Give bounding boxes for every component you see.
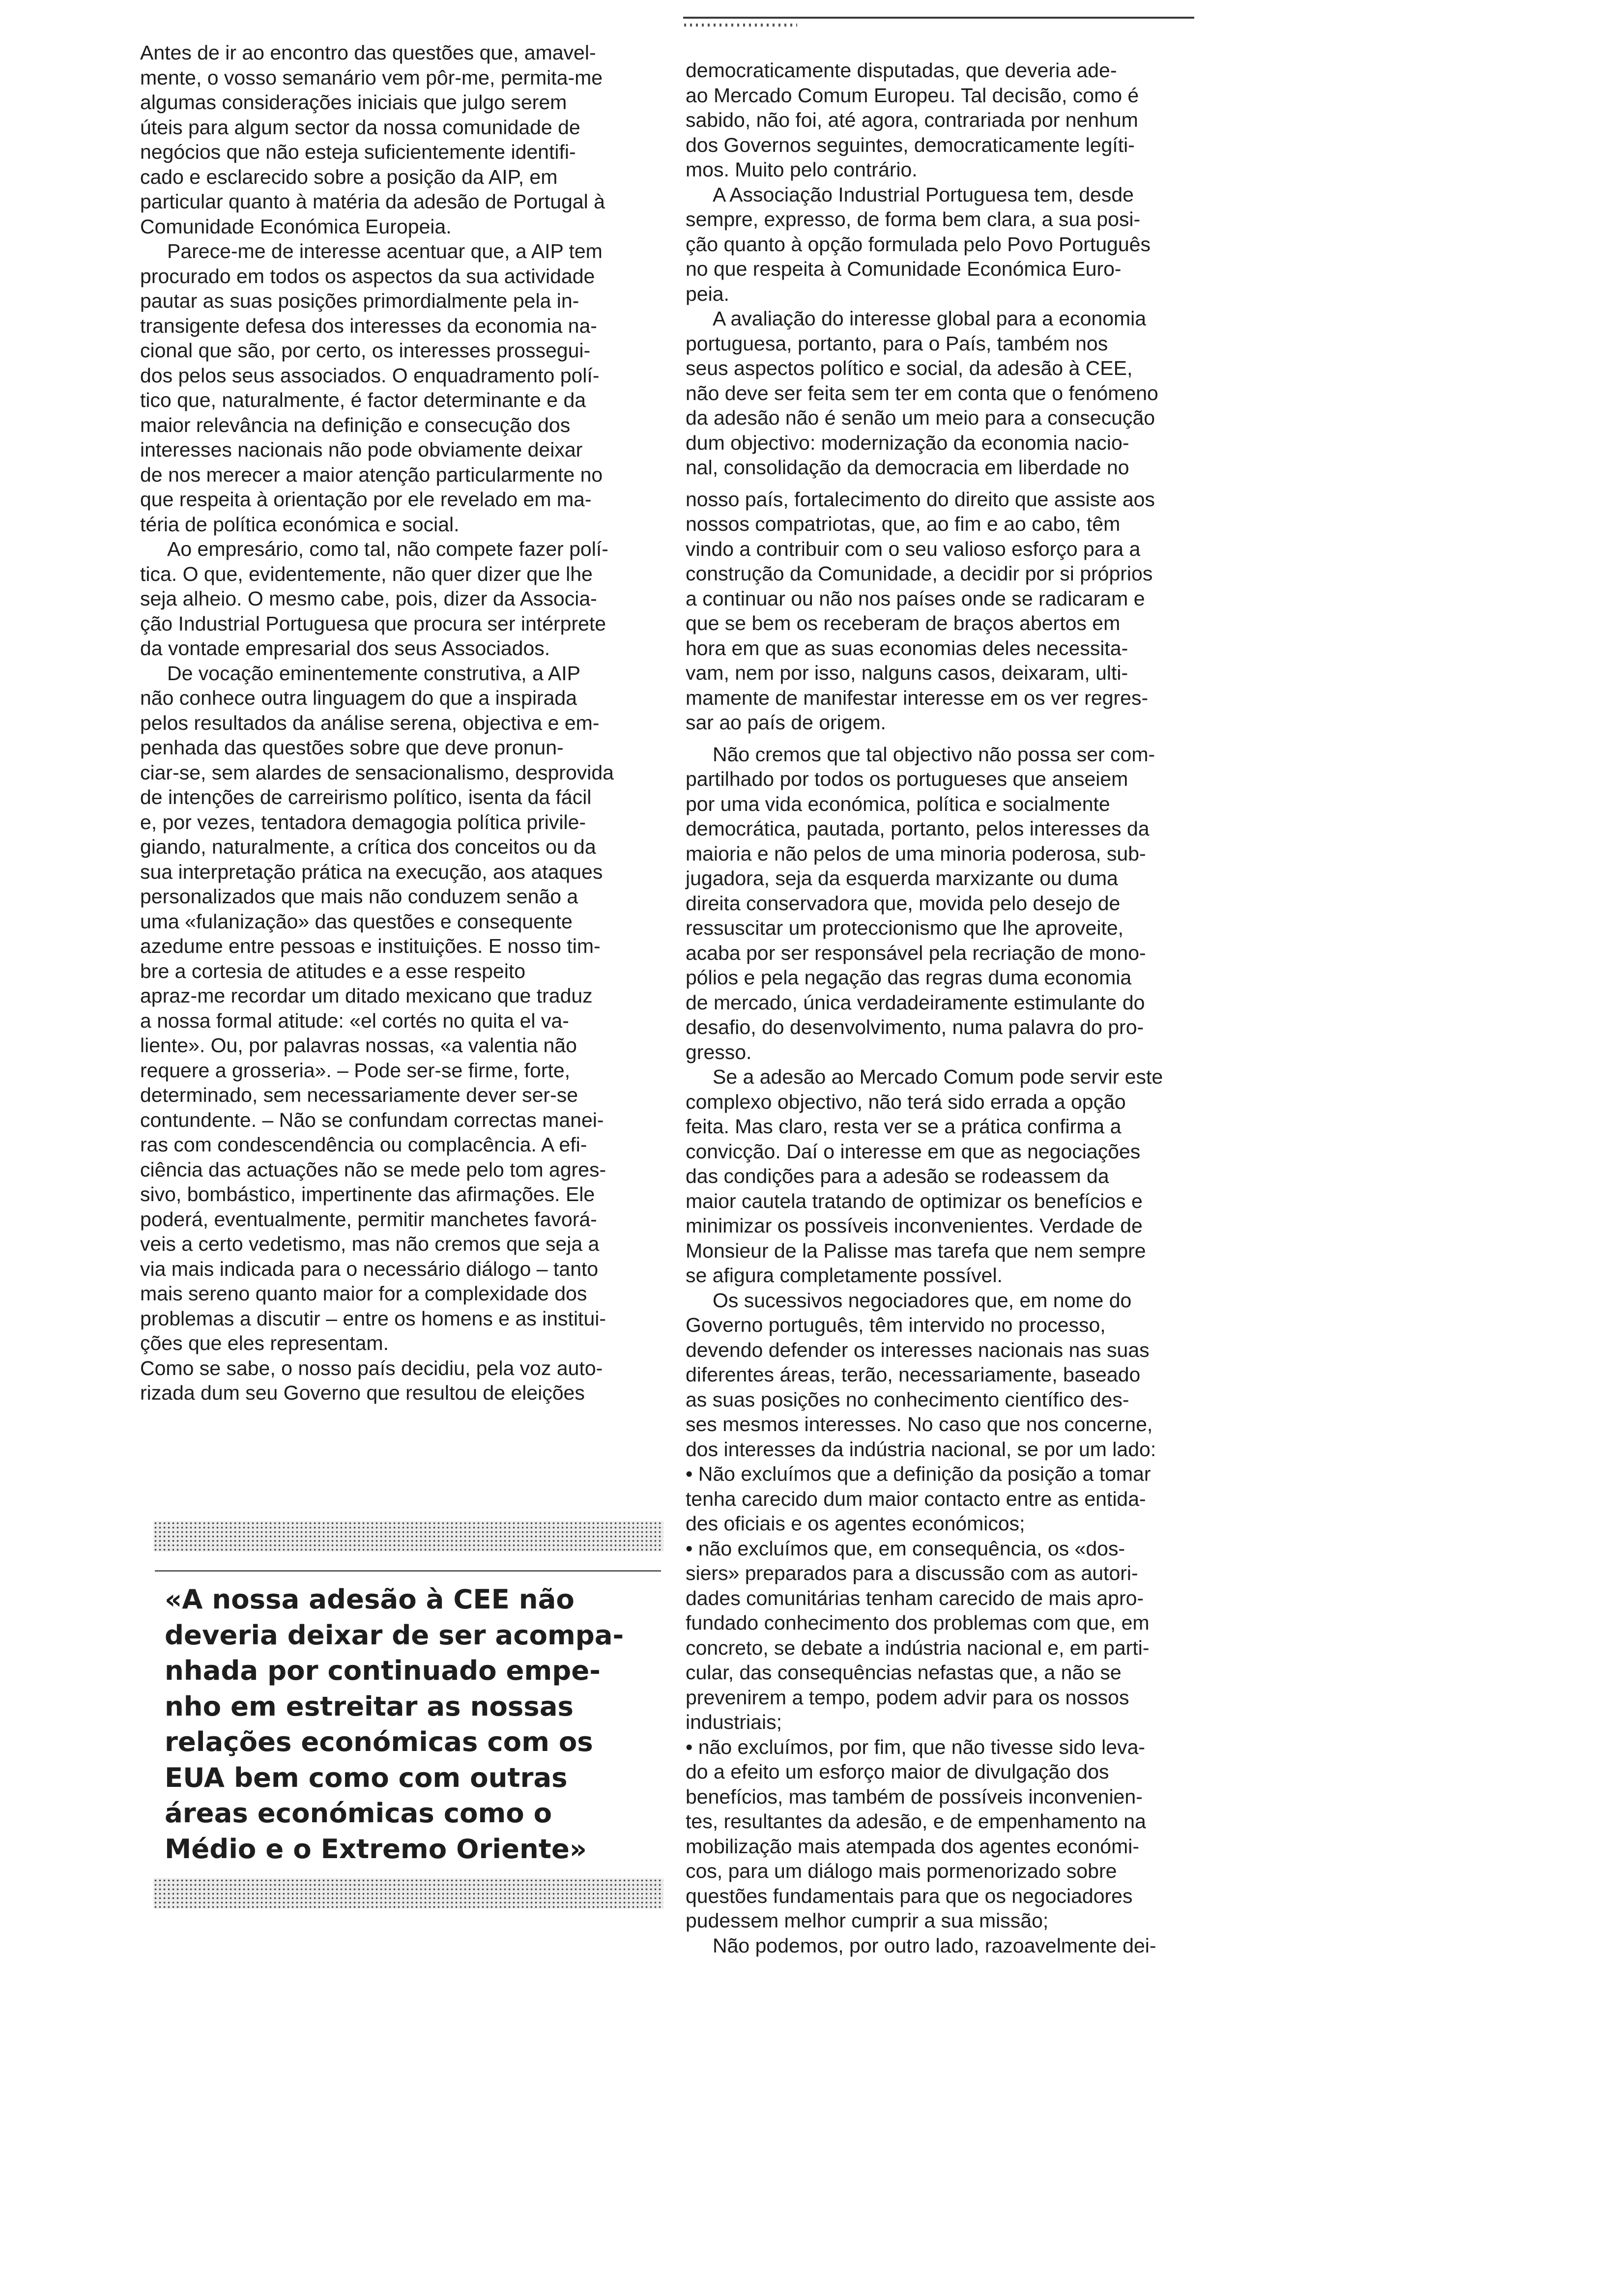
text-line: negócios que não esteja suficientemente identifi- [140,141,576,163]
pull-quote-line: nhada por continuado empe- [165,1655,601,1686]
text-line: Governo português, têm intervido no processo, [686,1314,1106,1336]
text-line: uma «fulanização» das questões e consequente [140,910,573,933]
text-line: não conhece outra linguagem do que a inspirada [140,687,577,709]
text-line: acaba por ser responsável pela recriação de mono- [686,941,1146,964]
text-line: da vontade empresarial dos seus Associados. [140,637,550,660]
text-line: ses mesmos interesses. No caso que nos concerne, [686,1413,1153,1435]
text-line: giando, naturalmente, a crítica dos conceitos ou da [140,835,596,858]
text-line: seja alheio. O mesmo cabe, pois, dizer da Associa- [140,587,597,610]
text-line: Parece-me de interesse acentuar que, a AIP tem [167,240,603,262]
right-column [686,58,1241,1958]
text-line: se afigura completamente possível. [686,1264,1003,1287]
text-line: ras com condescendência ou complacência. A efi- [140,1133,587,1156]
text-line: dos Governos seguintes, democraticamente legíti- [686,133,1135,156]
pull-quote-line: deveria deixar de ser acompa- [165,1619,624,1651]
text-line: Como se sabe, o nosso país decidiu, pela voz auto- [140,1356,603,1379]
text-line: tenha carecido dum maior contacto entre as entida- [686,1487,1146,1510]
text-line: particular quanto à matéria da adesão de Portugal à [140,190,605,213]
text-line: de mercado, única verdadeiramente estimulante do [686,991,1145,1014]
text-line: nossos compatriotas, que, ao fim e ao cabo, têm [686,513,1121,535]
text-line: ções que eles representam. [140,1332,389,1354]
text-line: penhada das questões sobre que deve pronun- [140,736,564,759]
pull-quote-line: «A nossa adesão à CEE não [165,1583,575,1615]
text-line: dades comunitárias tenham carecido de mais apro- [686,1586,1144,1609]
text-line: minimizar os possíveis inconvenientes. Verdade de [686,1214,1143,1237]
pull-quote [165,1581,661,1866]
pull-quote-line: áreas económicas como o [165,1797,552,1829]
text-line: Ao empresário, como tal, não compete fazer polí- [167,538,608,560]
text-line: benefícios, mas também de possíveis inconvenien- [686,1785,1143,1808]
text-line: democraticamente disputadas, que deveria ade- [686,59,1117,82]
text-line: sivo, bombástico, impertinente das afirmações. Ele [140,1183,595,1205]
text-line: procurado em todos os aspectos da sua actividade [140,264,595,287]
text-line: apraz-me recordar um ditado mexicano que traduz [140,984,593,1007]
text-line: devendo defender os interesses nacionais nas suas [686,1338,1150,1361]
text-line: direita conservadora que, movida pelo desejo de [686,891,1121,915]
text-line: por uma vida económica, política e socialmente [686,792,1110,815]
text-line: ção Industrial Portuguesa que procura ser intérprete [140,612,606,635]
text-line: diferentes áreas, terão, necessariamente, baseado [686,1363,1141,1386]
text-line: via mais indicada para o necessário diálogo – tanto [140,1257,599,1280]
text-line: ção quanto à opção formulada pelo Povo Português [686,232,1151,256]
text-line: rizada dum seu Governo que resultou de eleições [140,1381,585,1404]
text-line: determinado, sem necessariamente dever ser-se [140,1084,578,1106]
text-line: a nossa formal atitude: «el cortés no quita el va- [140,1009,569,1032]
text-line: poderá, eventualmente, permitir manchetes favorá- [140,1207,597,1231]
text-line: interesses nacionais não pode obviamente deixar [140,438,583,461]
pull-quote-line: EUA bem como com outras [165,1761,568,1793]
text-line: pelos resultados da análise serena, objectiva e em- [140,711,600,734]
text-line: cado e esclarecido sobre a posição da AIP, em [140,165,558,188]
text-line: Se a adesão ao Mercado Comum pode servir este [713,1065,1163,1088]
text-line: pudessem melhor cumprir a sua missão; [686,1909,1049,1932]
text-line: vindo a contribuir com o seu valioso esforço para a [686,537,1141,560]
text-line: mente, o vosso semanário vem pôr-me, permita-me [140,66,603,89]
text-line: azedume entre pessoas e instituições. E nosso tim- [140,935,601,957]
pull-quote-line: Médio e o Extremo Oriente» [165,1833,587,1865]
text-line: veis a certo vedetismo, mas não cremos que seja a [140,1233,600,1255]
text-line: hora em que as suas economias deles necessita- [686,636,1128,660]
text-line: nal, consolidação da democracia em liberdade no [686,456,1129,479]
text-line: mobilização mais atempada dos agentes económi- [686,1835,1140,1858]
text-line: cos, para um diálogo mais pormenorizado sobre [686,1860,1117,1882]
text-line: Antes de ir ao encontro das questões que, amavel- [140,41,596,64]
text-line: transigente defesa dos interesses da economia na- [140,314,597,337]
text-line: bre a cortesia de atitudes e a esse respeito [140,959,526,982]
text-line: gresso. [686,1040,752,1063]
text-line: e, por vezes, tentadora demagogia política privile- [140,810,586,833]
pull-quote-rule [155,1570,661,1572]
text-line: sua interpretação prática na execução, aos ataques [140,860,603,883]
text-line: do a efeito um esforço maior de divulgação dos [686,1760,1109,1783]
text-line: sempre, expresso, de forma bem clara, a sua posi- [686,208,1141,230]
text-line: ao Mercado Comum Europeu. Tal decisão, como é [686,84,1139,107]
text-line: portuguesa, portanto, para o País, também nos [686,332,1108,355]
left-column [140,40,661,1406]
text-line: de intenções de carreirismo político, isenta da fácil [140,786,592,808]
text-line: pólios e pela negação das regras duma economia [686,966,1132,989]
text-line: téria de política económica e social. [140,513,460,536]
text-line: Os sucessivos negociadores que, em nome do [713,1289,1132,1312]
text-line: tes, resultantes da adesão, e de empenhamento na [686,1810,1146,1833]
text-line: Monsieur de la Palisse mas tarefa que nem sempre [686,1239,1146,1262]
text-line: mos. Muito pelo contrário. [686,158,918,181]
text-line: no que respeita à Comunidade Económica Euro- [686,258,1122,280]
halftone-band [153,1878,663,1909]
text-line: não deve ser feita sem ter em conta que o fenómeno [686,381,1158,404]
text-line: democrática, pautada, portanto, pelos interesses da [686,817,1150,840]
text-line: ciência das actuações não se mede pelo tom agres- [140,1158,606,1181]
bullet-item: • não excluímos que, em consequência, os «dos- [686,1537,1125,1560]
text-line: sar ao país de origem. [686,711,886,734]
text-line: construção da Comunidade, a decidir por si próprios [686,562,1153,585]
text-line: vam, nem por isso, nalguns casos, deixaram, ulti- [686,661,1128,684]
text-line: peia. [686,282,729,305]
text-line: maior relevância na definição e consecução dos [140,413,571,436]
text-line: De vocação eminentemente construtiva, a AIP [167,661,580,685]
text-line: industriais; [686,1711,782,1733]
text-line: concreto, se debate a indústria nacional e, em parti- [686,1636,1150,1659]
halftone-band [153,1521,663,1551]
text-line: feita. Mas claro, resta ver se a prática confirma a [686,1115,1122,1138]
text-line: requere a grosseria». – Pode ser-se firme, forte, [140,1059,571,1082]
text-line: ciar-se, sem alardes de sensacionalismo, desprovida [140,761,614,784]
text-line: mais sereno quanto maior for a complexidade dos [140,1282,587,1305]
text-line: dos interesses da indústria nacional, se por um lado: [686,1437,1156,1461]
text-line: convicção. Daí o interesse em que as negociações [686,1140,1141,1163]
top-dotted-rule [684,24,797,27]
text-line: personalizados que mais não conduzem senão a [140,885,578,908]
text-line: nosso país, fortalecimento do direito que assiste aos [686,488,1155,511]
top-rule [683,17,1194,19]
pull-quote-line: relações económicas com os [165,1726,593,1757]
text-line: seus aspectos político e social, da adesão à CEE, [686,357,1133,379]
text-line: de nos merecer a maior atenção particularmente no [140,463,603,486]
text-line: partilhado por todos os portugueses que anseiem [686,768,1128,790]
text-line: das condições para a adesão se rodeassem da [686,1165,1109,1187]
text-line: complexo objectivo, não terá sido errada a opção [686,1090,1126,1113]
text-line: A avaliação do interesse global para a economia [713,307,1147,330]
text-line: jugadora, seja da esquerda marxizante ou duma [686,867,1118,890]
text-line: liente». Ou, por palavras nossas, «a valentia não [140,1034,577,1057]
text-line: problemas a discutir – entre os homens e as institui- [140,1307,606,1330]
text-line: contundente. – Não se confundam correctas manei- [140,1108,604,1131]
text-line: cular, das consequências nefastas que, a não se [686,1661,1122,1684]
pull-quote-line: nho em estreitar as nossas [165,1690,574,1722]
text-line: Não cremos que tal objectivo não possa ser com- [713,743,1155,766]
text-line: fundado conhecimento dos problemas com que, em [686,1611,1150,1634]
text-line: tico que, naturalmente, é factor determinante e da [140,389,586,411]
text-line: as suas posições no conhecimento científico des- [686,1388,1129,1411]
bullet-item: • Não excluímos que a definição da posição a tomar [686,1463,1151,1485]
text-line: que se bem os receberam de braços abertos em [686,612,1121,634]
text-line: a continuar ou não nos países onde se radicaram e [686,587,1145,610]
bullet-item: • não excluímos, por fim, que não tivesse sido leva- [686,1735,1146,1758]
text-line: Não podemos, por outro lado, razoavelmente dei- [713,1934,1156,1957]
text-line: prevenirem a tempo, podem advir para os nossos [686,1686,1129,1709]
text-line: ressuscitar um proteccionismo que lhe aproveite, [686,917,1124,939]
text-line: dum objectivo: modernização da economia nacio- [686,431,1129,454]
text-line: maior cautela tratando de optimizar os benefícios e [686,1189,1143,1212]
text-line: mamente de manifestar interesse em os ver regres- [686,686,1149,709]
text-line: maioria e não pelos de uma minoria poderosa, sub- [686,842,1146,865]
text-line: algumas considerações iniciais que julgo serem [140,91,567,114]
text-line: siers» preparados para a discussão com as autori- [686,1562,1138,1584]
text-line: da adesão não é senão um meio para a consecução [686,406,1155,429]
text-line: úteis para algum sector da nossa comunidade de [140,115,580,139]
text-line: questões fundamentais para que os negociadores [686,1884,1133,1907]
text-line: pautar as suas posições primordialmente pela in- [140,289,579,312]
text-line: sabido, não foi, até agora, contrariada por nenhum [686,109,1138,131]
text-line: des oficiais e os agentes económicos; [686,1512,1025,1535]
text-line: dos pelos seus associados. O enquadramento polí- [140,364,600,387]
text-line: tica. O que, evidentemente, não quer dizer que lhe [140,562,593,585]
text-line: que respeita à orientação por ele revelado em ma- [140,488,592,511]
text-line: Comunidade Económica Europeia. [140,215,452,238]
text-line: cional que são, por certo, os interesses prossegui- [140,339,591,362]
text-line: A Associação Industrial Portuguesa tem, desde [713,183,1134,206]
text-line: desafio, do desenvolvimento, numa palavra do pro- [686,1016,1144,1038]
